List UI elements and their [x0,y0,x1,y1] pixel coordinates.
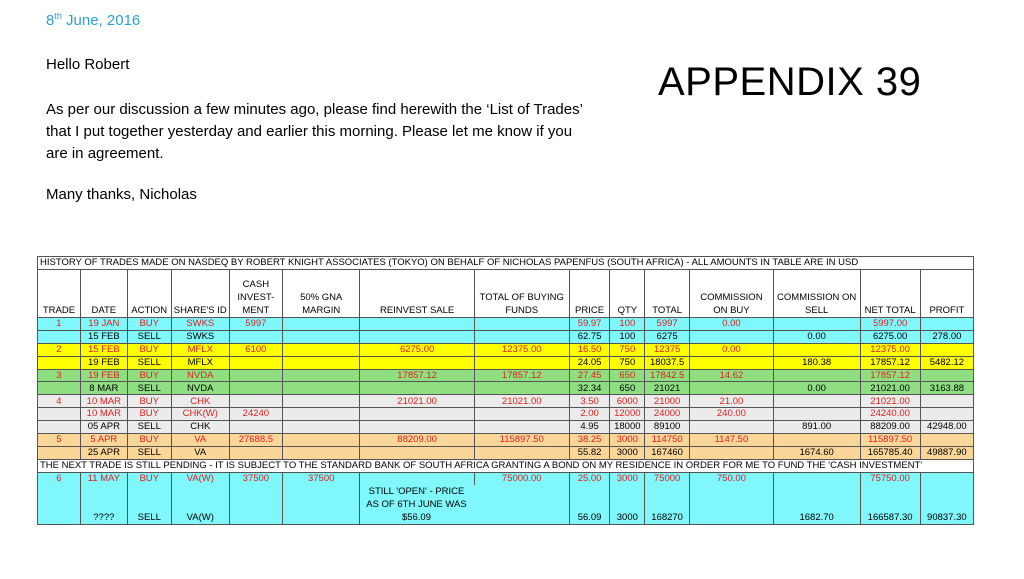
cell-profit [920,343,973,356]
cell-net-total: 21021.00 [860,395,920,408]
cell-action: BUY [127,408,171,421]
cell-total: 21000 [645,395,690,408]
cell-profit: 42948.00 [920,421,973,434]
cell-price: 55.82 [569,446,610,459]
cell-gna-margin [282,511,360,524]
cell-net-total: 21021.00 [860,382,920,395]
letter-body: As per our discussion a few minutes ago, please find herewith the ‘List of Trades’ that I put together yesterday and earlier this morning. Please let me know if you are in agreement. [46,101,583,162]
cell-net-total: 5997.00 [860,318,920,331]
table-row [38,318,974,331]
cell-cash-investment [229,382,282,395]
cell-commission-buy: 0.00 [690,343,774,356]
cell-total-buying-funds [474,356,569,369]
letter-date: 8th June, 2016 [46,11,141,29]
cell-action: SELL [127,511,171,524]
table-row [38,382,974,395]
header-gna-margin: 50% GNA MARGIN [282,270,360,318]
cell-profit: 49887.90 [920,446,973,459]
cell-gna-margin [282,382,360,395]
cell-price: 59.97 [569,318,610,331]
cell-commission-sell: 891.00 [773,421,860,434]
cell-action: SELL [127,446,171,459]
cell-cash-investment [229,446,282,459]
cell-qty: 3000 [610,434,645,447]
cell-total-buying-funds [474,421,569,434]
cell-trade [38,421,81,434]
cell-date: 19 JAN [80,318,127,331]
cell-commission-buy: 0.00 [690,318,774,331]
cell-reinvest-sale [360,472,474,485]
cell-trade: 6 [38,472,81,485]
cell-share-id: VA [171,446,229,459]
cell-trade [38,408,81,421]
cell-commission-sell [773,318,860,331]
cell-commission-buy: 14.62 [690,369,774,382]
cell-share-id: MFLX [171,343,229,356]
cell-total: 5997 [645,318,690,331]
header-qty: QTY [610,270,645,318]
cell-share-id: SWKS [171,318,229,331]
table-row [38,395,974,408]
cell-share-id: VA(W) [171,472,229,485]
cell-commission-buy [690,446,774,459]
cell-reinvest-sale [360,446,474,459]
cell-cash-investment [229,395,282,408]
table-row [38,330,974,343]
cell-gna-margin [282,446,360,459]
cell-total: 168270 [645,511,690,524]
cell-qty: 650 [610,382,645,395]
cell-net-total: 24240.00 [860,408,920,421]
cell-reinvest-sale: 88209.00 [360,434,474,447]
cell-trade: 3 [38,369,81,382]
cell-total-buying-funds [474,446,569,459]
open-note-row [38,485,974,511]
cell-gna-margin: 37500 [282,472,360,485]
cell-trade: 5 [38,434,81,447]
cell-commission-sell [773,434,860,447]
cell-trade [38,382,81,395]
cell-qty: 100 [610,318,645,331]
cell-gna-margin [282,408,360,421]
cell-commission-sell [773,408,860,421]
cell-commission-buy: 1147.50 [690,434,774,447]
cell-commission-buy: 21.00 [690,395,774,408]
cell-qty: 3000 [610,472,645,485]
cell-share-id: NVDA [171,382,229,395]
cell-profit [920,395,973,408]
cell-price: 27.45 [569,369,610,382]
cell-share-id: MFLX [171,356,229,369]
cell-net-total: 12375.00 [860,343,920,356]
table-title: HISTORY OF TRADES MADE ON NASDEQ BY ROBERT KNIGHT ASSOCIATES (TOKYO) ON BEHALF OF NICHOLAS PAPENFUS (SOUTH AFRICA) - ALL AMOUNTS IN TABLE ARE IN USD [38,257,974,270]
cell-commission-sell [773,343,860,356]
cell-date: 10 MAR [80,408,127,421]
header-commission-buy: COMMISSION ON BUY [690,270,774,318]
cell-gna-margin [282,395,360,408]
cell-share-id: NVDA [171,369,229,382]
cell-reinvest-sale [360,356,474,369]
cell-profit [920,408,973,421]
cell-date: 19 FEB [80,369,127,382]
cell-total: 6275 [645,330,690,343]
cell-profit: 278.00 [920,330,973,343]
cell-commission-buy [690,356,774,369]
cell-commission-buy [690,511,774,524]
header-cash-investment: CASH INVEST- MENT [229,270,282,318]
cell-date: 11 MAY [80,472,127,485]
table-row [38,421,974,434]
cell-commission-sell [773,369,860,382]
cell-date: 25 APR [80,446,127,459]
cell-share-id: CHK(W) [171,408,229,421]
cell-trade: 4 [38,395,81,408]
cell-action: BUY [127,318,171,331]
table-row [38,408,974,421]
cell-commission-buy: 240.00 [690,408,774,421]
cell-total: 12375 [645,343,690,356]
cell-trade: 2 [38,343,81,356]
cell-net-total: 17857.12 [860,356,920,369]
cell-total: 114750 [645,434,690,447]
cell-price: 38.25 [569,434,610,447]
cell-cash-investment: 6100 [229,343,282,356]
header-trade: TRADE [38,270,81,318]
cell-net-total: 88209.00 [860,421,920,434]
cell-trade [38,330,81,343]
header-share-id: SHARE'S ID [171,270,229,318]
cell-reinvest-sale: 17857.12 [360,369,474,382]
trade-rows [38,318,974,525]
cell-qty: 6000 [610,395,645,408]
cell-commission-buy [690,421,774,434]
header-commission-sell: COMMISSION ON SELL [773,270,860,318]
cell-commission-sell: 1674.60 [773,446,860,459]
cell-date: ???? [80,511,127,524]
table-row [38,434,974,447]
cell-trade [38,446,81,459]
cell-total-buying-funds: 21021.00 [474,395,569,408]
cell-commission-buy [690,330,774,343]
letter-greeting: Hello Robert [46,56,130,73]
cell-profit [920,434,973,447]
cell-net-total: 115897.50 [860,434,920,447]
header-price: PRICE [569,270,610,318]
cell-commission-sell: 180.38 [773,356,860,369]
cell-reinvest-sale [360,330,474,343]
cell-action: SELL [127,330,171,343]
cell-cash-investment [229,369,282,382]
table-row [38,472,974,485]
letter-signoff: Many thanks, Nicholas [46,186,197,203]
cell-profit: 3163.88 [920,382,973,395]
cell-total: 167460 [645,446,690,459]
cell-reinvest-sale [360,382,474,395]
cell-share-id: VA [171,434,229,447]
cell-qty: 650 [610,369,645,382]
cell-qty: 3000 [610,446,645,459]
cell-action: SELL [127,356,171,369]
cell-gna-margin [282,421,360,434]
cell-commission-buy: 750.00 [690,472,774,485]
cell-total: 18037.5 [645,356,690,369]
cell-reinvest-sale [360,318,474,331]
cell-date: 10 MAR [80,395,127,408]
cell-profit [920,472,973,485]
cell-cash-investment: 24240 [229,408,282,421]
trade-history-table [37,256,974,525]
cell-commission-sell: 0.00 [773,382,860,395]
cell-trade: 1 [38,318,81,331]
cell-qty: 750 [610,356,645,369]
cell-price: 32.34 [569,382,610,395]
header-total: TOTAL [645,270,690,318]
cell-qty: 750 [610,343,645,356]
cell-gna-margin [282,330,360,343]
cell-price: 2.00 [569,408,610,421]
cell-total-buying-funds: 12375.00 [474,343,569,356]
cell-cash-investment [229,511,282,524]
cell-price: 25.00 [569,472,610,485]
cell-net-total: 166587.30 [860,511,920,524]
cell-total-buying-funds: 115897.50 [474,434,569,447]
cell-commission-sell: 0.00 [773,330,860,343]
cell-share-id: VA(W) [171,511,229,524]
cell-share-id: CHK [171,421,229,434]
cell-total-buying-funds: 75000.00 [474,472,569,485]
appendix-title: APPENDIX 39 [658,60,922,104]
cell-commission-sell: 1682.70 [773,511,860,524]
table-row [38,369,974,382]
table-row [38,343,974,356]
cell-cash-investment: 5997 [229,318,282,331]
open-note: STILL 'OPEN' - PRICE AS OF 6TH JUNE WAS [366,486,467,511]
cell-price: 16.50 [569,343,610,356]
cell-gna-margin [282,356,360,369]
cell-total-buying-funds [474,330,569,343]
cell-total-buying-funds: 17857.12 [474,369,569,382]
cell-price: 62.75 [569,330,610,343]
cell-profit: 90837.30 [920,511,973,524]
cell-profit: 5482.12 [920,356,973,369]
cell-date: 19 FEB [80,356,127,369]
header-action: ACTION [127,270,171,318]
cell-gna-margin [282,434,360,447]
cell-reinvest-sale [360,421,474,434]
cell-commission-sell [773,395,860,408]
cell-commission-sell [773,472,860,485]
cell-date: 15 FEB [80,343,127,356]
cell-trade [38,511,81,524]
header-profit: PROFIT [920,270,973,318]
cell-share-id: SWKS [171,330,229,343]
cell-qty: 18000 [610,421,645,434]
cell-gna-margin [282,318,360,331]
cell-net-total: 75750.00 [860,472,920,485]
cell-action: BUY [127,343,171,356]
cell-price: 4.95 [569,421,610,434]
cell-cash-investment: 27688.5 [229,434,282,447]
cell-reinvest-sale: $56.09 [360,511,569,524]
cell-date: 05 APR [80,421,127,434]
cell-date: 8 MAR [80,382,127,395]
cell-total-buying-funds [474,318,569,331]
cell-gna-margin [282,369,360,382]
cell-trade [38,356,81,369]
cell-net-total: 17857.12 [860,369,920,382]
cell-cash-investment [229,421,282,434]
cell-total-buying-funds [474,382,569,395]
cell-cash-investment [229,330,282,343]
cell-price: 56.09 [569,511,610,524]
cell-reinvest-sale [360,408,474,421]
header-total-buying-funds: TOTAL OF BUYING FUNDS [474,270,569,318]
cell-qty: 100 [610,330,645,343]
cell-profit [920,369,973,382]
cell-net-total: 165785.40 [860,446,920,459]
cell-action: BUY [127,434,171,447]
header-reinvest-sale: REINVEST SALE [360,270,474,318]
cell-reinvest-sale: 6275.00 [360,343,474,356]
cell-qty: 3000 [610,511,645,524]
cell-profit [920,318,973,331]
cell-share-id: CHK [171,395,229,408]
cell-reinvest-sale: 21021.00 [360,395,474,408]
cell-total: 17842.5 [645,369,690,382]
cell-cash-investment: 37500 [229,472,282,485]
cell-action: BUY [127,395,171,408]
cell-cash-investment [229,356,282,369]
header-net-total: NET TOTAL [860,270,920,318]
cell-total: 89100 [645,421,690,434]
cell-gna-margin [282,343,360,356]
cell-action: BUY [127,369,171,382]
pending-note: THE NEXT TRADE IS STILL PENDING - IT IS SUBJECT TO THE STANDARD BANK OF SOUTH AFRICA GRANTING A BOND ON MY RESIDENCE IN ORDER FOR ME TO FUND THE 'CASH INVESTMENT' [38,459,974,472]
cell-total-buying-funds [474,408,569,421]
cell-date: 5 APR [80,434,127,447]
cell-price: 24.05 [569,356,610,369]
cell-qty: 12000 [610,408,645,421]
cell-action: BUY [127,472,171,485]
cell-net-total: 6275.00 [860,330,920,343]
table-row [38,511,974,524]
cell-action: SELL [127,382,171,395]
cell-price: 3.50 [569,395,610,408]
table-row [38,356,974,369]
cell-total: 21021 [645,382,690,395]
cell-commission-buy [690,382,774,395]
cell-action: SELL [127,421,171,434]
cell-total: 75000 [645,472,690,485]
header-date: DATE [80,270,127,318]
cell-total: 24000 [645,408,690,421]
cell-date: 15 FEB [80,330,127,343]
table-row [38,446,974,459]
